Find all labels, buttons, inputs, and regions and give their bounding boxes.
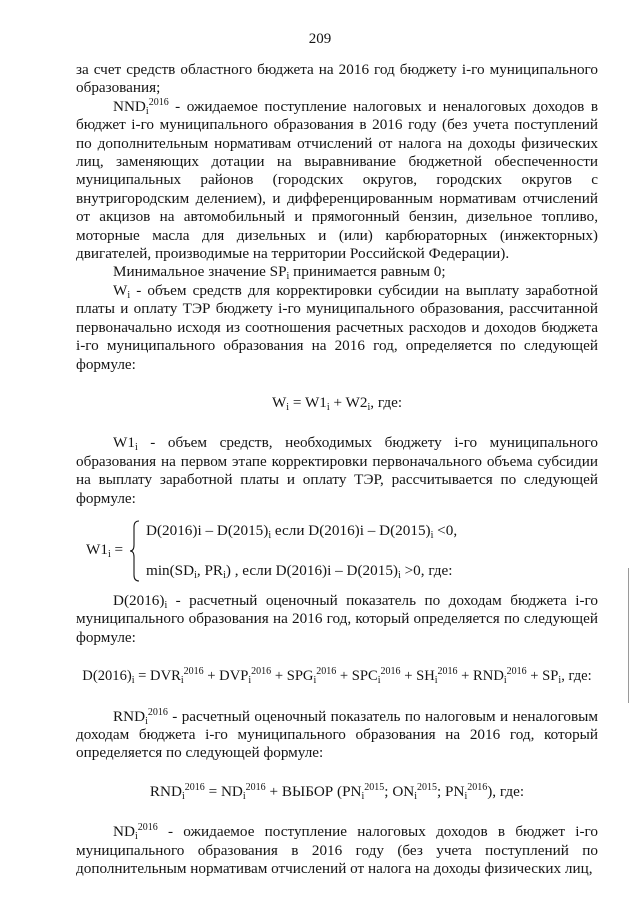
symbol-w1: $W1_i$ [113, 434, 138, 454]
left-brace-icon [130, 520, 140, 582]
symbol-nd: $ND_i^{2016}$ [113, 822, 158, 843]
paragraph-budget-source: за счет средств областного бюджета на 2016 год бюджету i-го муниципального образования; [76, 61, 598, 97]
symbol-d2016: $D(2016)_i$ [113, 591, 168, 611]
definition-text: - ожидаемое поступление налоговых доходов в бюджет i-го муниципального образования в 2016 году (без учета поступлений по дополнительным нормативам отчислений от налога на доходы физических лиц, [76, 823, 598, 877]
formula-w1-lhs: $W1_i$ = [86, 540, 124, 560]
formula-rnd: $RND_i^{2016} = ND_i^{2016}$ + ВЫБОР ($PN_i^{2015}$; $ON_i^{2015}$; $PN_i^{2016}$), где: [149, 781, 525, 802]
scan-edge-line [628, 568, 629, 703]
definition-text: - ожидаемое поступление налоговых и неналоговых доходов в бюджет i-го муниципального образования в 2016 году (без учета поступлений по дополнительным нормативам отчислений от налога на доходы физических лиц, заменяющих дотации на выравнивание бюджетной обеспеченности муниципальных районов (городских округов, городских округов с внутригородским делением), и дифференцированным нормативам отчислений от акцизов на автомобильный и прямогонный бензин, дизельное топливо, моторные масла для дизельных и (или) карбюраторных (инжекторных) двигателей, производимые на территории Российской Федерации). [76, 97, 598, 263]
definition-text: - расчетный оценочный показатель по налоговым и неналоговым доходам бюджета i-го муниципального образования на 2016 год, который определяется по следующей формуле: [76, 707, 598, 762]
definition-nnd [76, 98, 598, 264]
document-body [76, 61, 598, 878]
page-number: 209 [308, 31, 332, 47]
minimum-note: Минимальное значение $SP_i$ принимается равным 0; [113, 263, 446, 283]
definition-d2016 [76, 592, 598, 647]
definition-text: - расчетный оценочный показатель по доходам бюджета i-го муниципального образования на 2016 год, который определяется по следующей формуле: [76, 591, 598, 646]
symbol-rnd: $RND_i^{2016}$ [113, 706, 168, 727]
symbol-nnd: $NND_i^{2016}$ [113, 96, 169, 117]
formula-w: $W_i = W1_i + W2_i$, где: [271, 393, 403, 413]
formula-w1-piecewise [76, 518, 598, 584]
formula-d2016: $D(2016)_i = DVR_i^{2016} + DVP_i^{2016} + SPG_i^{2016} + SPC_i^{2016} + SH_i^{2016} + RND_i^{2016} + SP_i$, где: [82, 666, 592, 687]
formula-w1-case-1: $D(2016)i - D(2015)_i$ если $D(2016)i - D(2015)_i <0$, [146, 521, 458, 541]
definition-rnd [76, 708, 598, 763]
definition-nd [76, 823, 598, 878]
symbol-w: $W_i$ [113, 281, 131, 301]
definition-w1 [76, 434, 598, 508]
definition-text: - объем средств, необходимых бюджету i-го муниципального образования на первом этапе корректировки первоначального объема субсидии на выплату заработной платы и оплату ТЭР, рассчитывается по следующей формуле: [76, 434, 598, 507]
definition-text: - объем средств для корректировки субсидии на выплату заработной платы и оплату ТЭР бюджету i-го муниципального образования, рассчитанной первоначально исходя из соотношения расчетных расходов и доходов бюджета i-го муниципального образования на 2016 год, определяется по следующей формуле: [76, 281, 598, 373]
definition-w [76, 282, 598, 374]
formula-w1-case-2: $\min(SD_i$, $PR_i$) , если $D(2016)i - D(2015)_i >0$, где: [146, 561, 453, 581]
